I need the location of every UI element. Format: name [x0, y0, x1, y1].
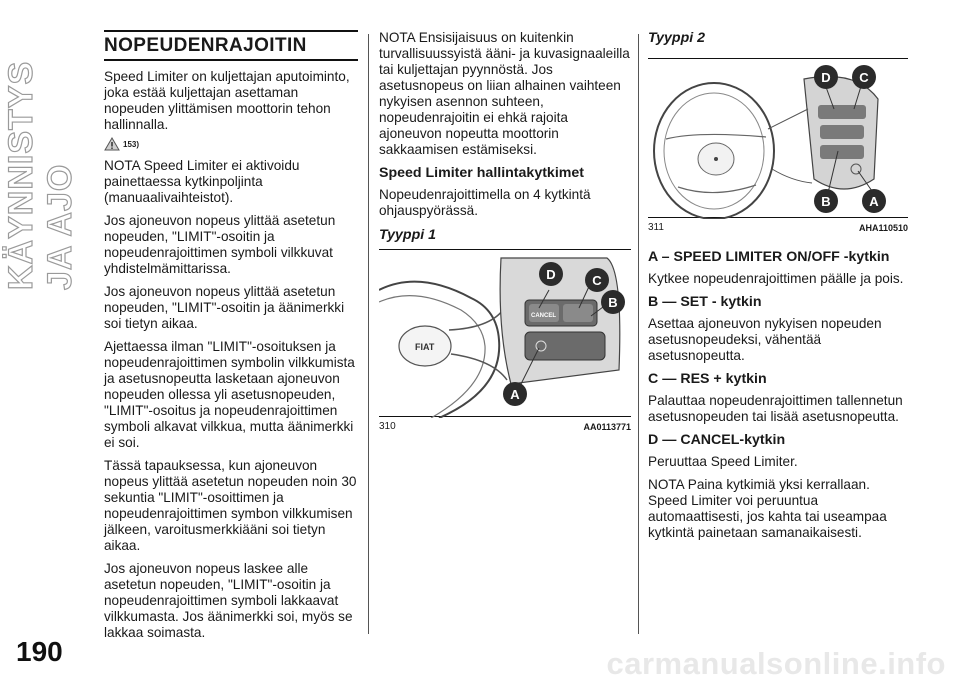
type-label: Tyyppi 1	[379, 227, 437, 243]
page-number: 190	[16, 636, 63, 667]
paragraph: Jos ajoneuvon nopeus ylittää asetetun nopeuden, "LIMIT"-osoitin ja nopeudenrajoittimen symboli vilkkuvat yhdistelmämittarissa.	[104, 213, 336, 276]
svg-text:A: A	[510, 387, 520, 402]
callout-d	[814, 65, 838, 89]
switch-b-title: B — SET - kytkin	[648, 294, 762, 310]
watermark: carmanualsonline.info	[606, 646, 946, 678]
switch-a-text: Kytkee nopeudenrajoittimen päälle ja pois.	[648, 271, 904, 286]
figure-number: 310	[379, 421, 396, 432]
chapter-side-title-text: KÄYNNISTYS JA AJO	[2, 60, 79, 290]
callout-d	[539, 262, 563, 286]
svg-text:D: D	[821, 70, 831, 85]
switch-c-title: C — RES + kytkin	[648, 371, 767, 387]
chapter-side-title	[4, 30, 78, 290]
paragraph: Jos ajoneuvon nopeus ylittää asetetun nopeuden, "LIMIT"-osoitin ja äänimerkki soi tietyn aikaa.	[104, 284, 345, 331]
paragraph: Nopeudenrajoittimella on 4 kytkintä ohjauspyörässä.	[379, 187, 591, 218]
figure-number: 311	[648, 222, 664, 233]
switch-d-text: Peruuttaa Speed Limiter.	[648, 454, 798, 469]
callout-b	[601, 290, 625, 314]
steering-wheel-illustration	[379, 250, 631, 418]
figure-311	[648, 58, 908, 218]
section-title: NOPEUDENRAJOITIN	[104, 30, 358, 61]
column-divider	[368, 34, 369, 634]
intro-paragraph: Speed Limiter on kuljettajan aputoiminto, joka estää kuljettajan asettaman nopeuden ylittämisen moottorin tehon hallinnalla.	[104, 69, 350, 132]
note-paragraph: NOTA Paina kytkimiä yksi kerrallaan. Speed Limiter voi peruuntua automaattisesti, jos kahta tai useampaa kytkintä painetaan samanaikaisesti.	[648, 477, 887, 540]
warning-triangle-icon	[104, 137, 120, 151]
svg-text:B: B	[608, 295, 618, 310]
column-2	[379, 30, 631, 432]
figure-caption	[648, 218, 908, 233]
switch-a-title: A – SPEED LIMITER ON/OFF -kytkin	[648, 249, 890, 265]
svg-text:B: B	[821, 194, 831, 209]
figure-310	[379, 249, 631, 417]
column-1	[104, 30, 358, 648]
column-divider	[638, 34, 639, 634]
type-label: Tyyppi 2	[648, 30, 706, 46]
cancel-button-label: CANCEL	[531, 313, 556, 319]
svg-text:C: C	[592, 273, 602, 288]
switch-c-text: Palauttaa nopeudenrajoittimen tallennetun asetusnopeuden tai lisää asetusnopeutta.	[648, 393, 903, 424]
warning-reference	[104, 137, 358, 151]
switch-b-text: Asettaa ajoneuvon nykyisen nopeuden asetusnopeudeksi, vähentää asetusnopeutta.	[648, 316, 882, 363]
fiat-emblem: FIAT	[415, 342, 435, 352]
paragraph: Jos ajoneuvon nopeus laskee alle asetetun nopeuden, "LIMIT"-osoitin ja nopeudenrajoittimen symboli lakkaavat vilkkumasta. Jos äänimerkki soi, myös se lakkaa soimasta.	[104, 561, 353, 640]
warning-ref-text: 153)	[123, 139, 140, 149]
column-3	[648, 30, 908, 548]
paragraph: Ajettaessa ilman "LIMIT"-osoituksen ja nopeudenrajoittimen symbolin vilkkumista ja asetusnopeutta lasketaan ajoneuvon nopeuden ollessa yli asetusnopeuden, "LIMIT"-osoitus ja nopeudenrajoittimen symboli alkavat vilkkua, mutta äänimerkki ei soi.	[104, 339, 355, 450]
svg-text:A: A	[869, 194, 879, 209]
paragraph: Tässä tapauksessa, kun ajoneuvon nopeus ylittää asetetun nopeuden noin 30 sekuntia "LIMIT"-osoittimen ja nopeudenrajoittimen symbon vilkkumisen jälkeen, varoitusmerkkiääni soi tietyn aikaa.	[104, 458, 357, 553]
figure-caption	[379, 417, 631, 432]
svg-text:D: D	[546, 267, 556, 282]
callout-a	[503, 382, 527, 406]
steering-wheel-illustration	[648, 59, 908, 219]
callout-c	[852, 65, 876, 89]
callout-a	[862, 189, 886, 213]
subheading: Speed Limiter hallintakytkimet	[379, 165, 584, 181]
figure-code: AHA110510	[858, 222, 908, 233]
callout-b	[814, 189, 838, 213]
switch-d-title: D — CANCEL-kytkin	[648, 432, 786, 448]
callout-c	[585, 268, 609, 292]
paragraph: NOTA Ensisijaisuus on kuitenkin turvallisuussyistä ääni- ja kuvasignaaleilla tai kuljettajan pyynnöstä. Jos asetusnopeus on liian alhainen vaihteen nykyisen asennon suhteen, nopeudenrajoitin ei ehkä rajoita ajoneuvon nopeutta moottorin sakkaamisen estämiseksi.	[379, 30, 630, 157]
paragraph: NOTA Speed Limiter ei aktivoidu painettaessa kytkinpoljinta (manuaalivaihteistot).	[104, 158, 300, 205]
svg-text:C: C	[859, 70, 869, 85]
figure-code: AA0113771	[583, 421, 631, 432]
